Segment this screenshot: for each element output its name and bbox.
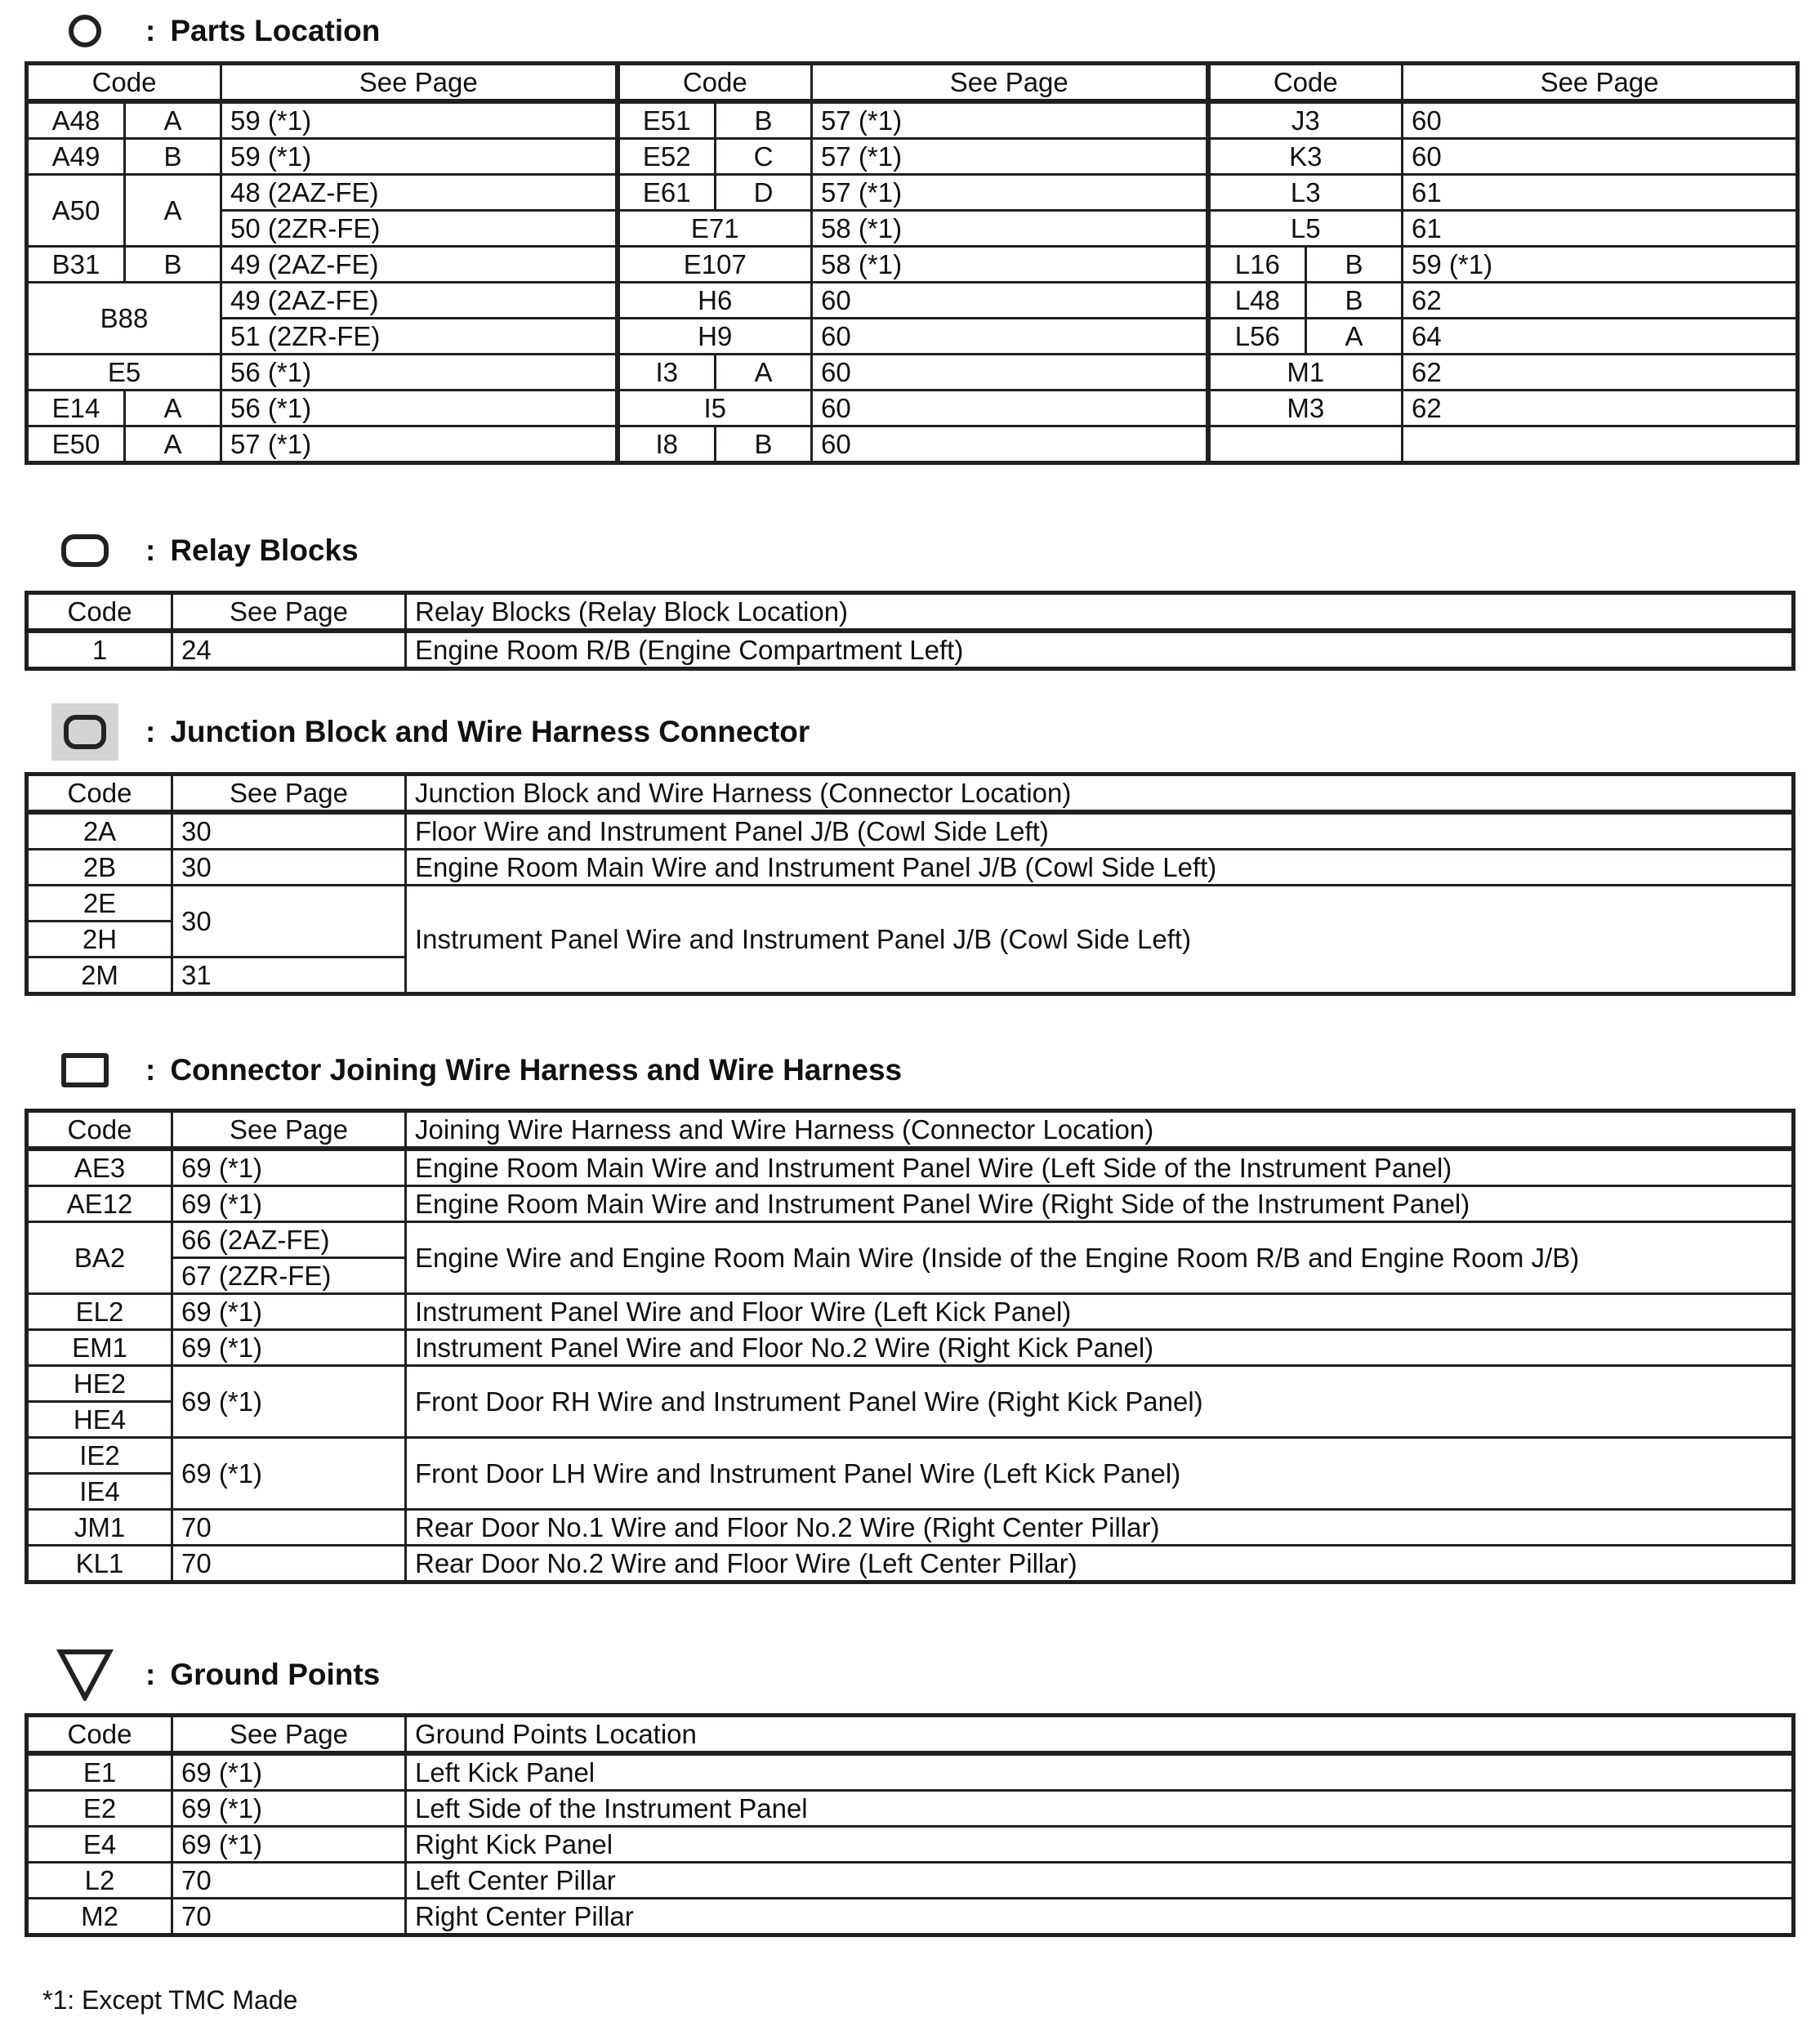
table-row [27,247,1798,283]
header-code: Code [27,593,172,632]
page-cell: 64 [1403,319,1798,355]
code-cell: E71 [618,211,812,247]
page-cell: 49 (2AZ-FE) [221,283,618,319]
table-row [27,1899,1794,1935]
page-cell: 50 (2ZR-FE) [221,211,618,247]
code-cell: 2E [27,886,172,922]
circle-icon [51,7,119,56]
description-cell: Engine Wire and Engine Room Main Wire (Inside of the Engine Room R/B and Engine Room J/B) [406,1222,1794,1294]
code-cell: H9 [618,319,812,355]
description-cell: Left Kick Panel [406,1753,1794,1791]
section-title-text: Ground Points [170,1658,381,1691]
code-cell: M3 [1208,391,1403,426]
code-cell: L3 [1208,175,1403,211]
page-cell: 56 (*1) [221,355,618,391]
table-row [27,139,1798,175]
description-cell: Left Side of the Instrument Panel [406,1791,1794,1827]
section-title-text: Parts Location [170,14,381,47]
header-see-page: See Page [172,1716,406,1754]
footnote: *1: Except TMC Made [42,1985,298,2015]
code-cell: B31 [27,247,125,283]
table-row [27,211,1798,247]
header-description: Joining Wire Harness and Wire Harness (Connector Location) [406,1111,1794,1149]
code-cell: H6 [618,283,812,319]
code-cell: BA2 [27,1222,172,1294]
table-row [27,101,1798,139]
code-cell: L48 [1208,283,1306,319]
code-cell: 2A [27,812,172,850]
code-cell: E2 [27,1791,172,1827]
page-cell: 59 (*1) [221,101,618,139]
page-cell: 67 (2ZR-FE) [172,1258,406,1294]
code-cell: B88 [27,283,221,355]
table-row [27,283,1798,319]
description-cell: Left Center Pillar [406,1863,1794,1899]
code-cell: HE2 [27,1366,172,1402]
page-cell: 70 [172,1863,406,1899]
code-cell: A50 [27,175,125,247]
section-title-text: Connector Joining Wire Harness and Wire Harness [170,1053,903,1087]
page-cell: 60 [812,283,1208,319]
page-cell: 56 (*1) [221,391,618,426]
sub-code-cell: A [125,426,221,463]
page-cell: 69 (*1) [172,1438,406,1510]
page-cell: 62 [1403,355,1798,391]
junction-block-table [25,772,1795,996]
section-title-text: Junction Block and Wire Harness Connector [170,715,810,748]
page-cell: 30 [172,812,406,850]
table-row [27,391,1798,426]
sub-code-cell: B [716,426,812,463]
header-see-page: See Page [1403,64,1798,102]
sub-code-cell: C [716,139,812,175]
code-cell: IE2 [27,1438,172,1474]
description-cell: Rear Door No.1 Wire and Floor No.2 Wire (Right Center Pillar) [406,1510,1794,1546]
table-row [27,319,1798,355]
page-cell: 57 (*1) [812,101,1208,139]
page-cell: 60 [1403,139,1798,175]
description-cell: Right Kick Panel [406,1827,1794,1863]
description-cell: Engine Room Main Wire and Instrument Panel Wire (Left Side of the Instrument Panel) [406,1149,1794,1186]
page-cell: 62 [1403,283,1798,319]
header-see-page: See Page [172,593,406,632]
code-cell: E14 [27,391,125,426]
page-cell: 69 (*1) [172,1186,406,1222]
code-cell: A48 [27,101,125,139]
header-code: Code [27,1111,172,1149]
table-row [27,175,1798,211]
table-row [27,1330,1794,1366]
table-row [27,886,1794,922]
description-cell: Engine Room Main Wire and Instrument Panel Wire (Right Side of the Instrument Panel) [406,1186,1794,1222]
page-cell: 69 (*1) [172,1366,406,1438]
page-cell: 60 [1403,101,1798,139]
table-row [27,1222,1794,1258]
section-title-ground-points [0,1650,380,1699]
title-colon: : [145,533,156,567]
page-cell: 70 [172,1899,406,1935]
rounded-rect-icon [51,526,119,575]
code-cell: E61 [618,175,716,211]
code-cell: E4 [27,1827,172,1863]
table-row [27,1863,1794,1899]
page-cell: 62 [1403,391,1798,426]
page-cell: 69 (*1) [172,1330,406,1366]
title-colon: : [145,715,156,748]
parts-location-table [25,61,1800,465]
description-cell: Instrument Panel Wire and Floor No.2 Wire (Right Kick Panel) [406,1330,1794,1366]
title-colon: : [145,14,156,47]
description-cell: Engine Room Main Wire and Instrument Panel J/B (Cowl Side Left) [406,850,1794,886]
section-title-junction-block [0,708,810,757]
code-cell: EL2 [27,1294,172,1330]
code-cell: IE4 [27,1474,172,1510]
page-cell: 30 [172,886,406,957]
table-row [27,355,1798,391]
sub-code-cell: D [716,175,812,211]
code-cell: 2M [27,957,172,994]
rectangle-icon [51,1046,119,1095]
section-title-relay-blocks [0,526,359,575]
page-cell [1403,426,1798,463]
page-cell: 69 (*1) [172,1791,406,1827]
header-code: Code [1208,64,1403,102]
page-cell: 57 (*1) [812,139,1208,175]
title-colon: : [145,1658,156,1691]
page-cell: 57 (*1) [221,426,618,463]
page-cell: 57 (*1) [812,175,1208,211]
table-row [27,1294,1794,1330]
table-row [27,631,1794,669]
description-cell: Front Door RH Wire and Instrument Panel Wire (Right Kick Panel) [406,1366,1794,1438]
sub-code-cell: B [1306,283,1403,319]
table-row [27,1149,1794,1186]
code-cell: M1 [1208,355,1403,391]
code-cell: J3 [1208,101,1403,139]
page-cell: 61 [1403,175,1798,211]
sub-code-cell: B [125,139,221,175]
connector-joining-table [25,1109,1795,1584]
code-cell: L5 [1208,211,1403,247]
description-cell: Rear Door No.2 Wire and Floor Wire (Left Center Pillar) [406,1546,1794,1582]
sub-code-cell: A [125,391,221,426]
header-code: Code [618,64,812,102]
page-cell: 69 (*1) [172,1753,406,1791]
sub-code-cell: B [1306,247,1403,283]
code-cell: L16 [1208,247,1306,283]
description-cell: Front Door LH Wire and Instrument Panel Wire (Left Kick Panel) [406,1438,1794,1510]
triangle-down-icon [51,1650,119,1699]
code-cell: HE4 [27,1402,172,1438]
page-cell: 70 [172,1510,406,1546]
code-cell: 1 [27,631,172,669]
code-cell: AE12 [27,1186,172,1222]
page-cell: 31 [172,957,406,994]
relay-blocks-table [25,591,1795,671]
sub-code-cell: B [716,101,812,139]
code-cell: L56 [1208,319,1306,355]
code-cell: E5 [27,355,221,391]
page-cell: 69 (*1) [172,1294,406,1330]
header-description: Ground Points Location [406,1716,1794,1754]
page-cell: 60 [812,319,1208,355]
sub-code-cell: A [716,355,812,391]
page-cell: 60 [812,426,1208,463]
page-cell: 60 [812,391,1208,426]
table-row [27,1791,1794,1827]
page-cell: 61 [1403,211,1798,247]
code-cell: AE3 [27,1149,172,1186]
page-cell: 70 [172,1546,406,1582]
code-cell: E52 [618,139,716,175]
table-row [27,1186,1794,1222]
header-code: Code [27,1716,172,1754]
header-see-page: See Page [172,1111,406,1149]
description-cell: Right Center Pillar [406,1899,1794,1935]
page-cell: 60 [812,355,1208,391]
section-title-connector-joining [0,1046,902,1095]
code-cell: I3 [618,355,716,391]
code-cell: 2B [27,850,172,886]
code-cell: E51 [618,101,716,139]
code-cell: E50 [27,426,125,463]
description-cell: Instrument Panel Wire and Instrument Panel J/B (Cowl Side Left) [406,886,1794,994]
sub-code-cell: A [125,101,221,139]
code-cell: EM1 [27,1330,172,1366]
table-row [27,1510,1794,1546]
table-row [27,1753,1794,1791]
page-cell: 58 (*1) [812,247,1208,283]
code-cell: E107 [618,247,812,283]
code-cell: 2H [27,922,172,957]
code-cell: K3 [1208,139,1403,175]
page-cell: 59 (*1) [221,139,618,175]
header-description: Relay Blocks (Relay Block Location) [406,593,1794,632]
table-row [27,1366,1794,1402]
code-cell: JM1 [27,1510,172,1546]
header-description: Junction Block and Wire Harness (Connector Location) [406,774,1794,813]
ground-points-table [25,1713,1795,1937]
page-cell: 66 (2AZ-FE) [172,1222,406,1258]
sub-code-cell: A [1306,319,1403,355]
code-cell: I5 [618,391,812,426]
page-cell: 69 (*1) [172,1827,406,1863]
section-title-parts-location [0,7,380,56]
page-cell: 30 [172,850,406,886]
sub-code-cell: B [125,247,221,283]
table-row [27,1546,1794,1582]
table-row [27,1827,1794,1863]
header-see-page: See Page [812,64,1208,102]
table-row [27,426,1798,463]
sub-code-cell: A [125,175,221,247]
code-cell: A49 [27,139,125,175]
page-cell: 58 (*1) [812,211,1208,247]
code-cell: KL1 [27,1546,172,1582]
code-cell: L2 [27,1863,172,1899]
header-see-page: See Page [172,774,406,813]
page-cell: 48 (2AZ-FE) [221,175,618,211]
description-cell: Floor Wire and Instrument Panel J/B (Cowl Side Left) [406,812,1794,850]
page-cell: 59 (*1) [1403,247,1798,283]
header-code: Code [27,64,221,102]
code-cell [1208,426,1403,463]
header-see-page: See Page [221,64,618,102]
table-row [27,850,1794,886]
page-cell: 24 [172,631,406,669]
header-code: Code [27,774,172,813]
title-colon: : [145,1053,156,1087]
code-cell: E1 [27,1753,172,1791]
section-title-text: Relay Blocks [170,533,359,567]
description-cell: Instrument Panel Wire and Floor Wire (Left Kick Panel) [406,1294,1794,1330]
page-cell: 51 (2ZR-FE) [221,319,618,355]
table-row [27,812,1794,850]
description-cell: Engine Room R/B (Engine Compartment Left) [406,631,1794,669]
code-cell: M2 [27,1899,172,1935]
page-cell: 49 (2AZ-FE) [221,247,618,283]
table-row [27,1438,1794,1474]
page-cell: 69 (*1) [172,1149,406,1186]
shaded-rounded-rect-icon [51,708,119,757]
code-cell: I8 [618,426,716,463]
